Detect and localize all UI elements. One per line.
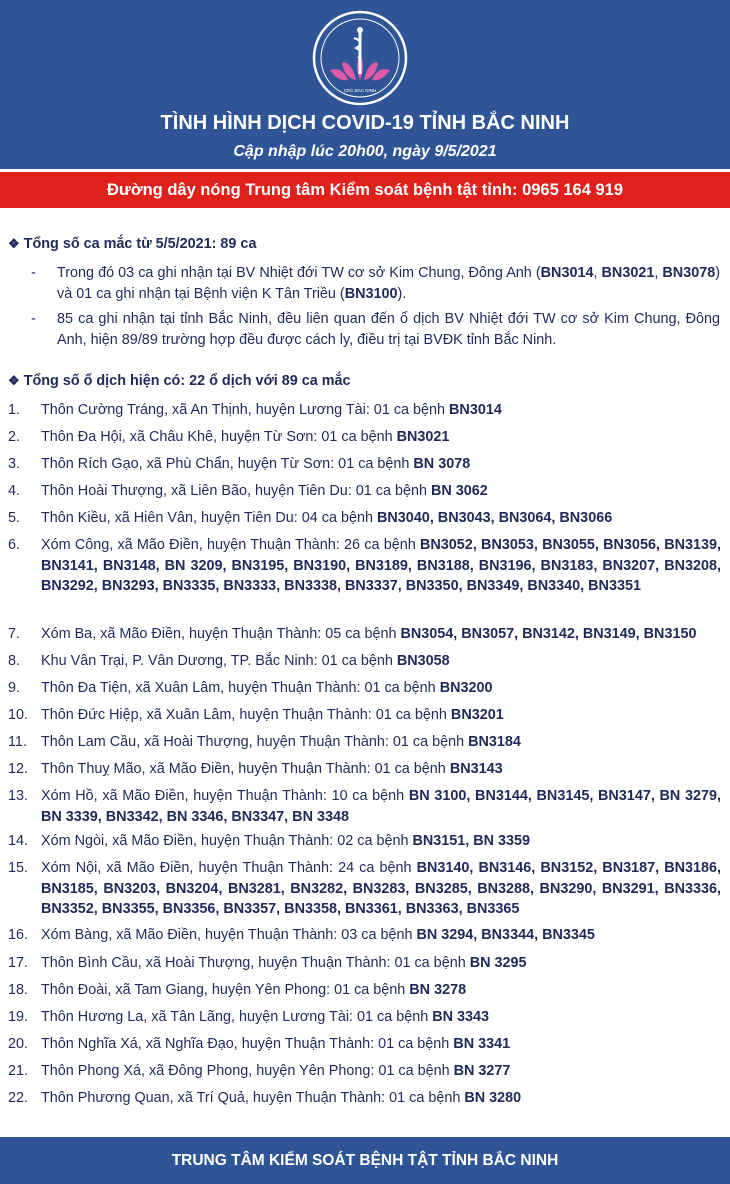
- outbreak-location: Xóm Ngòi, xã Mão Điền, huyện Thuận Thành: 02 ca bệnh: [41, 833, 413, 849]
- outbreak-location: Thôn Thuỵ Mão, xã Mão Điền, huyện Thuận Thành: 01 ca bệnh: [41, 761, 450, 777]
- patient-codes: BN3200: [439, 680, 493, 696]
- footer-banner: TRUNG TÂM KIỂM SOÁT BỆNH TẬT TỈNH BẮC NINH: [0, 1137, 730, 1184]
- patient-codes: BN 3277: [453, 1063, 511, 1079]
- patient-codes: BN3143: [449, 761, 503, 777]
- item-number: 15.: [8, 860, 29, 876]
- item-number: 21.: [8, 1063, 29, 1079]
- item-number: 20.: [8, 1036, 29, 1052]
- item-number: 10.: [8, 707, 29, 723]
- item-number: 12.: [8, 761, 29, 777]
- patient-codes: BN 3280: [464, 1090, 522, 1106]
- patient-codes: BN 3062: [431, 483, 488, 499]
- outbreak-location: Xóm Công, xã Mão Điền, huyện Thuận Thành: 26 ca bệnh: [41, 537, 421, 553]
- outbreak-location: Thôn Lam Cầu, xã Hoài Thượng, huyện Thuận Thành: 01 ca bệnh: [41, 734, 469, 750]
- update-time: Cập nhập lúc 20h00, ngày 9/5/2021: [233, 143, 497, 160]
- outbreak-item: [41, 1061, 721, 1082]
- dash-bullet-icon: -: [31, 265, 36, 281]
- outbreak-location: Thôn Rích Gạo, xã Phù Chẩn, huyện Từ Sơn: 01 ca bệnh: [41, 456, 414, 472]
- outbreak-location: Thôn Đức Hiệp, xã Xuân Lâm, huyện Thuận Thành: 01 ca bệnh: [41, 707, 451, 723]
- outbreak-item: [41, 858, 721, 920]
- outbreak-location: Xóm Ba, xã Mão Điền, huyện Thuận Thành: 05 ca bệnh: [41, 626, 401, 642]
- section-outbreaks: [8, 371, 351, 392]
- item-number: 11.: [8, 734, 27, 750]
- outbreak-location: Thôn Cường Tráng, xã An Thịnh, huyện Lương Tài: 01 ca bệnh: [41, 402, 450, 418]
- section-outbreaks-title: Tổng số ổ dịch hiện có: 22 ổ dịch với 89 ca mắc: [23, 373, 351, 389]
- item-number: 22.: [8, 1090, 29, 1106]
- item-number: 14.: [8, 833, 29, 849]
- patient-codes: BN 3078: [413, 456, 471, 472]
- outbreak-item: [41, 732, 721, 753]
- item-number: 3.: [8, 456, 21, 472]
- outbreak-location: Thôn Nghĩa Xá, xã Nghĩa Đạo, huyện Thuận Thành: 01 ca bệnh: [41, 1036, 454, 1052]
- outbreak-item: [41, 953, 721, 974]
- outbreak-item: [41, 786, 721, 827]
- outbreak-location: Thôn Kiều, xã Hiên Vân, huyện Tiên Du: 04 ca bệnh: [41, 510, 378, 526]
- page-title: TÌNH HÌNH DỊCH COVID-19 TỈNH BẮC NINH: [160, 112, 570, 134]
- diamond-bullet-icon: ❖: [8, 373, 20, 388]
- outbreak-item: [41, 427, 721, 448]
- patient-codes: BN3151, BN 3359: [412, 833, 531, 849]
- item-number: 18.: [8, 982, 29, 998]
- patient-codes: BN3140, BN3146, BN3152, BN3187, BN3186, BN3185, BN3203, BN3204, BN3281, BN3282, BN3283, BN3285, BN3288, BN3290, BN3291, BN3336, BN3352, BN3355, BN3356, BN3357, BN3358, BN3361, BN3363, BN3365: [41, 860, 721, 917]
- patient-codes: BN3184: [468, 734, 521, 750]
- patient-codes: BN3021: [396, 429, 450, 445]
- patient-codes: BN3201: [450, 707, 504, 723]
- outbreak-location: Thôn Phong Xá, xã Đông Phong, huyện Yên Phong: 01 ca bệnh: [41, 1063, 454, 1079]
- patient-codes: BN 3278: [409, 982, 467, 998]
- outbreak-location: Thôn Hoài Thượng, xã Liên Bão, huyện Tiên Du: 01 ca bệnh: [41, 483, 432, 499]
- item-number: 16.: [8, 927, 29, 943]
- section-total-cases-title: Tổng số ca mắc từ 5/5/2021: 89 ca: [23, 236, 257, 252]
- item-number: 6.: [8, 537, 21, 553]
- outbreak-item: [41, 678, 721, 699]
- outbreak-item: [41, 1007, 721, 1028]
- header-banner: [0, 0, 730, 169]
- patient-codes: BN3058: [396, 653, 450, 669]
- outbreak-item: [41, 925, 721, 946]
- outbreak-location: Khu Vân Trại, P. Vân Dương, TP. Bắc Ninh: 01 ca bệnh: [41, 653, 397, 669]
- section-total-cases: [8, 234, 256, 255]
- item-number: 13.: [8, 788, 29, 804]
- item-number: 7.: [8, 626, 21, 642]
- patient-codes: BN 3294, BN3344, BN3345: [416, 927, 595, 943]
- bullet-local-cases: 85 ca ghi nhận tại tỉnh Bắc Ninh, đều liên quan đến ổ dịch BV Nhiệt đới TW cơ sở Kim Chung, Đông Anh, hiện 89/89 trường hợp đều được cách ly, điều trị tại BVĐK tỉnh Bắc Ninh.: [57, 311, 720, 348]
- item-number: 5.: [8, 510, 21, 526]
- item-number: 19.: [8, 1009, 29, 1025]
- item-number: 1.: [8, 402, 21, 418]
- hotline-banner: Đường dây nóng Trung tâm Kiểm soát bệnh tật tỉnh: 0965 164 919: [0, 172, 730, 208]
- diamond-bullet-icon: ❖: [8, 236, 20, 251]
- patient-codes: BN3014: [449, 402, 502, 418]
- item-number: 2.: [8, 429, 21, 445]
- outbreak-item: [41, 481, 721, 502]
- outbreak-location: Xóm Nội, xã Mão Điền, huyện Thuận Thành: 24 ca bệnh: [41, 860, 417, 876]
- outbreak-location: Thôn Hương La, xã Tân Lãng, huyện Lương Tài: 01 ca bệnh: [41, 1009, 433, 1025]
- outbreak-item: [41, 980, 721, 1001]
- outbreak-location: Thôn Đoài, xã Tam Giang, huyện Yên Phong: 01 ca bệnh: [41, 982, 410, 998]
- outbreak-location: Thôn Đa Hội, xã Châu Khê, huyện Từ Sơn: 01 ca bệnh: [41, 429, 397, 445]
- patient-codes: BN 3343: [432, 1009, 490, 1025]
- outbreak-item: [41, 1088, 721, 1109]
- patient-codes: BN3054, BN3057, BN3142, BN3149, BN3150: [400, 626, 697, 642]
- outbreak-item: [41, 508, 721, 529]
- outbreak-location: Thôn Bình Cầu, xã Hoài Thượng, huyện Thuận Thành: 01 ca bệnh: [41, 955, 470, 971]
- cdc-logo: [312, 10, 408, 106]
- outbreak-item: [41, 651, 721, 672]
- logo-label: CDC BAC NINH: [343, 88, 377, 93]
- item-number: 9.: [8, 680, 21, 696]
- outbreak-item: [41, 624, 721, 645]
- outbreak-item: [41, 1034, 721, 1055]
- outbreak-location: Thôn Phương Quan, xã Trí Quả, huyện Thuận Thành: 01 ca bệnh: [41, 1090, 465, 1106]
- outbreak-location: Thôn Đa Tiện, xã Xuân Lâm, huyện Thuận Thành: 01 ca bệnh: [41, 680, 440, 696]
- patient-codes: BN 3100, BN3144, BN3145, BN3147, BN 3279, BN 3339, BN3342, BN 3346, BN3347, BN 3348: [41, 788, 721, 825]
- outbreak-item: [41, 454, 721, 475]
- patient-codes: BN 3341: [453, 1036, 511, 1052]
- item-number: 8.: [8, 653, 21, 669]
- outbreak-item: [41, 535, 721, 597]
- outbreak-item: [41, 759, 721, 780]
- outbreak-location: Xóm Bàng, xã Mão Điền, huyện Thuận Thành: 03 ca bệnh: [41, 927, 417, 943]
- item-number: 17.: [8, 955, 29, 971]
- patient-codes: BN 3295: [469, 955, 527, 971]
- bullet-first-cases: Trong đó 03 ca ghi nhận tại BV Nhiệt đới TW cơ sở Kim Chung, Đông Anh (BN3014, BN3021, BN3078) và 01 ca ghi nhận tại Bệnh viện K Tân Triều (BN3100).: [57, 265, 721, 302]
- item-number: 4.: [8, 483, 21, 499]
- patient-codes: BN3040, BN3043, BN3064, BN3066: [377, 510, 613, 526]
- dash-bullet-icon: -: [31, 311, 36, 327]
- outbreak-location: Xóm Hồ, xã Mão Điền, huyện Thuận Thành: 10 ca bệnh: [41, 788, 409, 804]
- outbreak-item: [41, 831, 721, 852]
- outbreak-item: [41, 400, 721, 421]
- patient-codes: BN3052, BN3053, BN3055, BN3056, BN3139, BN3141, BN3148, BN 3209, BN3195, BN3190, BN3189, BN3188, BN3196, BN3183, BN3207, BN3208, BN3292, BN3293, BN3335, BN3333, BN3338, BN3337, BN3350, BN3349, BN3340, BN3351: [41, 537, 721, 594]
- outbreak-item: [41, 705, 721, 726]
